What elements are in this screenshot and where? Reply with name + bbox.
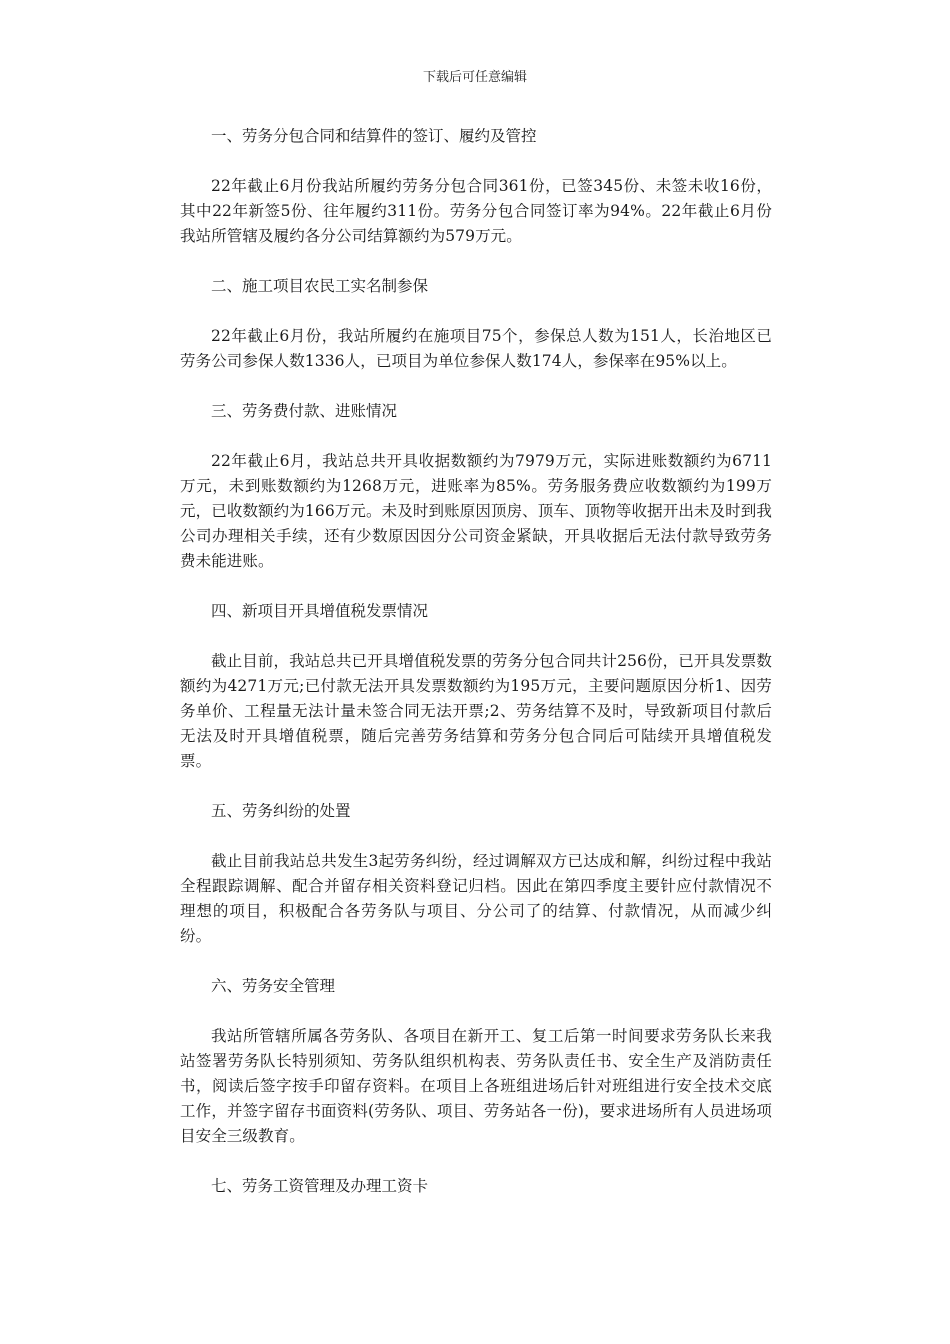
- section-paragraph-2: 22年截止6月份，我站所履约在施项目75个，参保总人数为151人，长治地区已劳务公司参保人数1336人，已项目为单位参保人数174人，参保率在95%以上。: [180, 327, 772, 370]
- section-paragraph-1: 22年截止6月份我站所履约劳务分包合同361份，已签345份、未签未收16份，其中22年新签5份、往年履约311份。劳务分包合同签订率为94%。22年截止6月份我站所管辖及履约各分公司结算额约为579万元。: [180, 177, 772, 245]
- section-heading-4: 四、新项目开具增值税发票情况: [211, 602, 429, 620]
- section-paragraph-5: 截止目前我站总共发生3起劳务纠纷，经过调解双方已达成和解，纠纷过程中我站全程跟踪调解、配合并留存相关资料登记归档。因此在第四季度主要针应付款情况不理想的项目，积极配合各劳务队与项目、分公司了的结算、付款情况，从而减少纠纷。: [180, 852, 772, 945]
- section-paragraph-4: 截止目前，我站总共已开具增值税发票的劳务分包合同共计256份，已开具发票数额约为4271万元;已付款无法开具发票数额约为195万元，主要问题原因分析1、因劳务单价、工程量无法计量未签合同无法开票;2、劳务结算不及时，导致新项目付款后无法及时开具增值税票，随后完善劳务结算和劳务分包合同后可陆续开具增值税发票。: [180, 652, 772, 770]
- section-heading-2: 二、施工项目农民工实名制参保: [211, 277, 429, 295]
- page-header-note: 下载后可任意编辑: [422, 70, 527, 85]
- section-heading-7: 七、劳务工资管理及办理工资卡: [211, 1177, 429, 1195]
- section-heading-1: 一、劳务分包合同和结算件的签订、履约及管控: [211, 127, 537, 145]
- section-heading-6: 六、劳务安全管理: [211, 977, 336, 995]
- document-body: [180, 124, 772, 1224]
- section-paragraph-6: 我站所管辖所属各劳务队、各项目在新开工、复工后第一时间要求劳务队长来我站签署劳务队长特别须知、劳务队组织机构表、劳务队责任书、安全生产及消防责任书，阅读后签字按手印留存资料。在项目上各班组进场后针对班组进行安全技术交底工作，并签字留存书面资料(劳务队、项目、劳务站各一份)，要求进场所有人员进场项目安全三级教育。: [180, 1027, 772, 1145]
- section-heading-5: 五、劳务纠纷的处置: [211, 802, 351, 820]
- section-heading-3: 三、劳务费付款、进账情况: [211, 402, 398, 420]
- section-paragraph-3: 22年截止6月，我站总共开具收据数额约为7979万元，实际进账数额约为6711万元，未到账数额约为1268万元，进账率为85%。劳务服务费应收数额约为199万元，已收数额约为166万元。未及时到账原因顶房、顶车、顶物等收据开出未及时到我公司办理相关手续，还有少数原因因分公司资金紧缺，开具收据后无法付款导致劳务费未能进账。: [180, 452, 772, 570]
